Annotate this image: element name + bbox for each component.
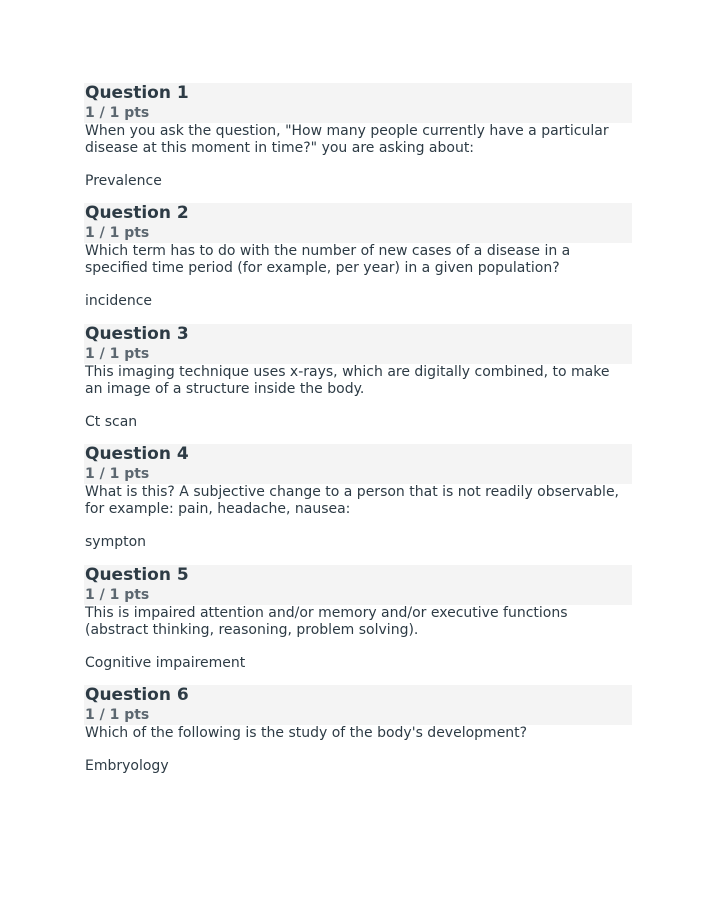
question-header bbox=[84, 324, 632, 364]
question-header bbox=[84, 444, 632, 484]
question-header bbox=[84, 565, 632, 605]
question-block-4 bbox=[84, 444, 632, 551]
question-title: Question 1 bbox=[85, 83, 189, 103]
question-title: Question 4 bbox=[85, 444, 189, 464]
question-title: Question 2 bbox=[85, 203, 189, 223]
question-points: 1 / 1 pts bbox=[85, 346, 150, 362]
question-block-2 bbox=[84, 203, 632, 310]
question-block-3 bbox=[84, 324, 632, 431]
question-title: Question 3 bbox=[85, 324, 189, 344]
question-text: Which of the following is the study of the body's development? bbox=[85, 725, 528, 741]
question-answer: Prevalence bbox=[85, 173, 162, 189]
question-points: 1 / 1 pts bbox=[85, 466, 150, 482]
question-title: Question 5 bbox=[85, 565, 189, 585]
question-text: This is impaired attention and/or memory and/or executive functions (abstract thinking, reasoning, problem solving). bbox=[85, 605, 568, 638]
question-answer: sympton bbox=[85, 534, 147, 550]
question-block-5 bbox=[84, 565, 632, 672]
question-answer: Embryology bbox=[85, 758, 169, 774]
question-answer: Ct scan bbox=[85, 414, 138, 430]
question-title: Question 6 bbox=[85, 685, 189, 705]
question-text: This imaging technique uses x-rays, which are digitally combined, to make an image of a structure inside the body. bbox=[85, 364, 610, 397]
question-points: 1 / 1 pts bbox=[85, 105, 150, 121]
question-block-1 bbox=[84, 83, 632, 190]
question-answer: incidence bbox=[85, 293, 153, 309]
question-text: When you ask the question, "How many people currently have a particular disease at this moment in time?" you are asking about: bbox=[85, 123, 609, 156]
question-header bbox=[84, 203, 632, 243]
question-points: 1 / 1 pts bbox=[85, 707, 150, 723]
question-points: 1 / 1 pts bbox=[85, 225, 150, 241]
question-block-6 bbox=[84, 685, 632, 775]
question-text: What is this? A subjective change to a person that is not readily observable, for example: pain, headache, nausea: bbox=[85, 484, 620, 517]
question-answer: Cognitive impairement bbox=[85, 655, 246, 671]
question-text: Which term has to do with the number of new cases of a disease in a specified time period (for example, per year) in a given population? bbox=[85, 243, 571, 276]
question-header bbox=[84, 685, 632, 725]
question-points: 1 / 1 pts bbox=[85, 587, 150, 603]
question-header bbox=[84, 83, 632, 123]
